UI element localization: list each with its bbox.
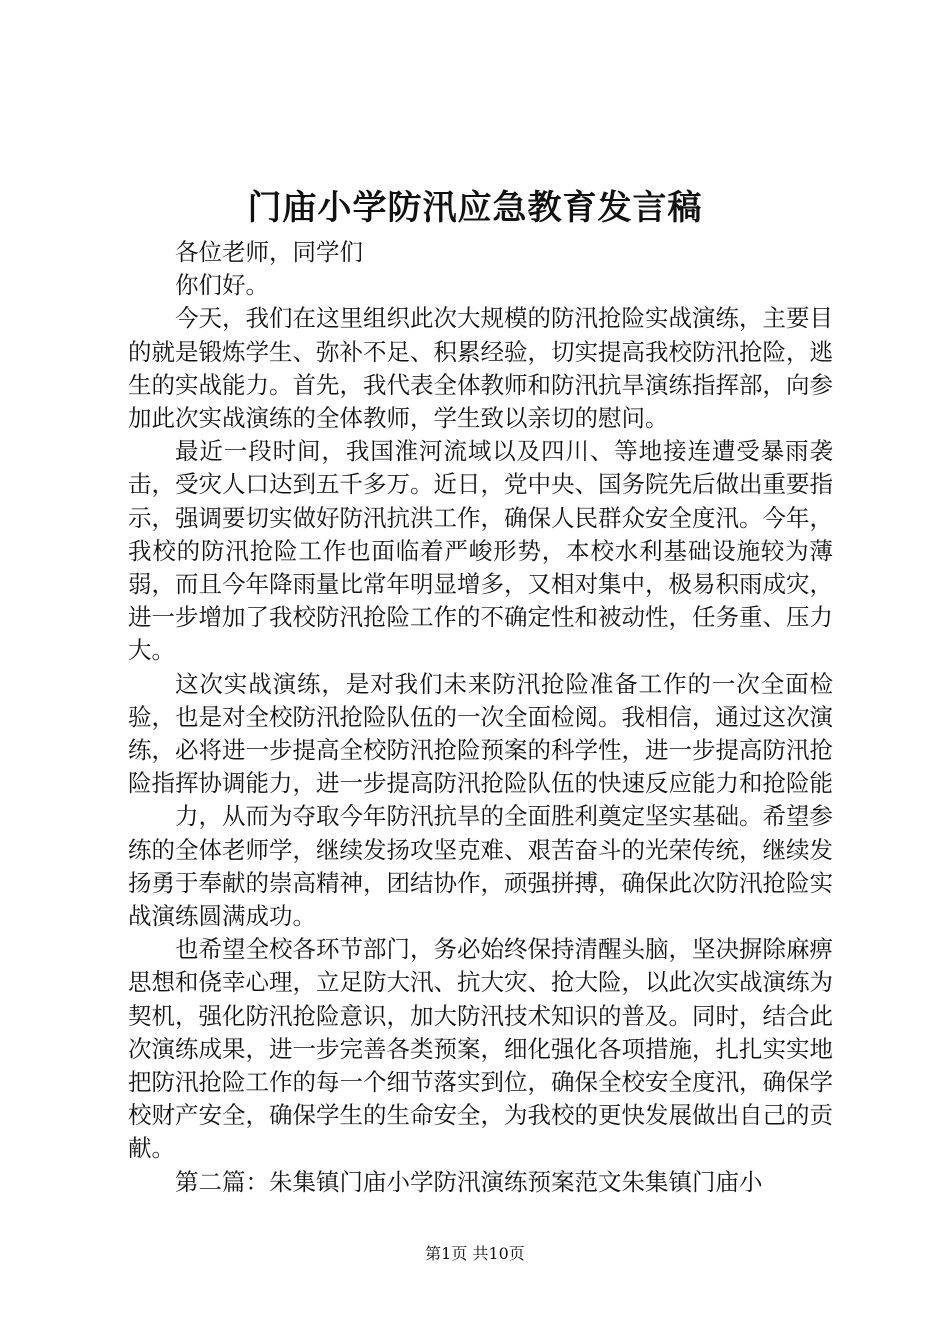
body-paragraph: 最近一段时间，我国淮河流域以及四川、等地接连遭受暴雨袭击，受灾人口达到五千多万。近日，党中央、国务院先后做出重要指示，强调要切实做好防汛抗洪工作，确保人民群众安全度汛。今年，我校的防汛抢险工作也面临着严峻形势，本校水利基础设施较为薄弱，而且今年降雨量比常年明显增多，又相对集中，极易积雨成灾，进一步增加了我校防汛抢险工作的不确定性和被动性，任务重、压力大。 [128,437,833,665]
salutation-paragraph: 你们好。 [175,271,269,300]
page-footer: 第1页 共10页 [425,1244,525,1263]
document-body [128,236,833,1199]
document-title: 门庙小学防汛应急教育发言稿 [247,188,703,228]
body-paragraph: 这次实战演练，是对我们未来防汛抢险准备工作的一次全面检验，也是对全校防汛抢险队伍的一次全面检阅。我相信，通过这次演练，必将进一步提高全校防汛抢险预案的科学性，进一步提高防汛抢险指挥协调能力，进一步提高防汛抢险队伍的快速反应能力和抢险能 [128,669,833,798]
greeting-paragraph: 各位老师，同学们 [175,238,363,266]
body-paragraph: 今天，我们在这里组织此次大规模的防汛抢险实战演练，主要目的就是锻炼学生、弥补不足、积累经验，切实提高我校防汛抢险，逃生的实战能力。首先，我代表全体教师和防汛抗旱演练指挥部，向参加此次实战演练的全体教师，学生致以亲切的慰问。 [128,304,833,433]
body-paragraph: 力，从而为夺取今年防汛抗旱的全面胜利奠定坚实基础。希望参练的全体老师学，继续发扬攻坚克难、艰苦奋斗的光荣传统，继续发扬勇于奉献的崇高精神，团结协作，顽强拼搏，确保此次防汛抢险实战演练圆满成功。 [128,802,833,931]
next-section-paragraph: 第二篇：朱集镇门庙小学防汛演练预案范文朱集镇门庙小 [175,1167,763,1196]
body-paragraph: 也希望全校各环节部门，务必始终保持清醒头脑，坚决摒除麻痹思想和侥幸心理，立足防大汛、抗大灾、抢大险，以此次实战演练为契机，强化防汛抢险意识，加大防汛技术知识的普及。同时，结合此次演练成果，进一步完善各类预案，细化强化各项措施，扎扎实实地把防汛抢险工作的每一个细节落实到位，确保全校安全度汛，确保学校财产安全，确保学生的生命安全，为我校的更快发展做出自己的贡献。 [128,935,833,1163]
